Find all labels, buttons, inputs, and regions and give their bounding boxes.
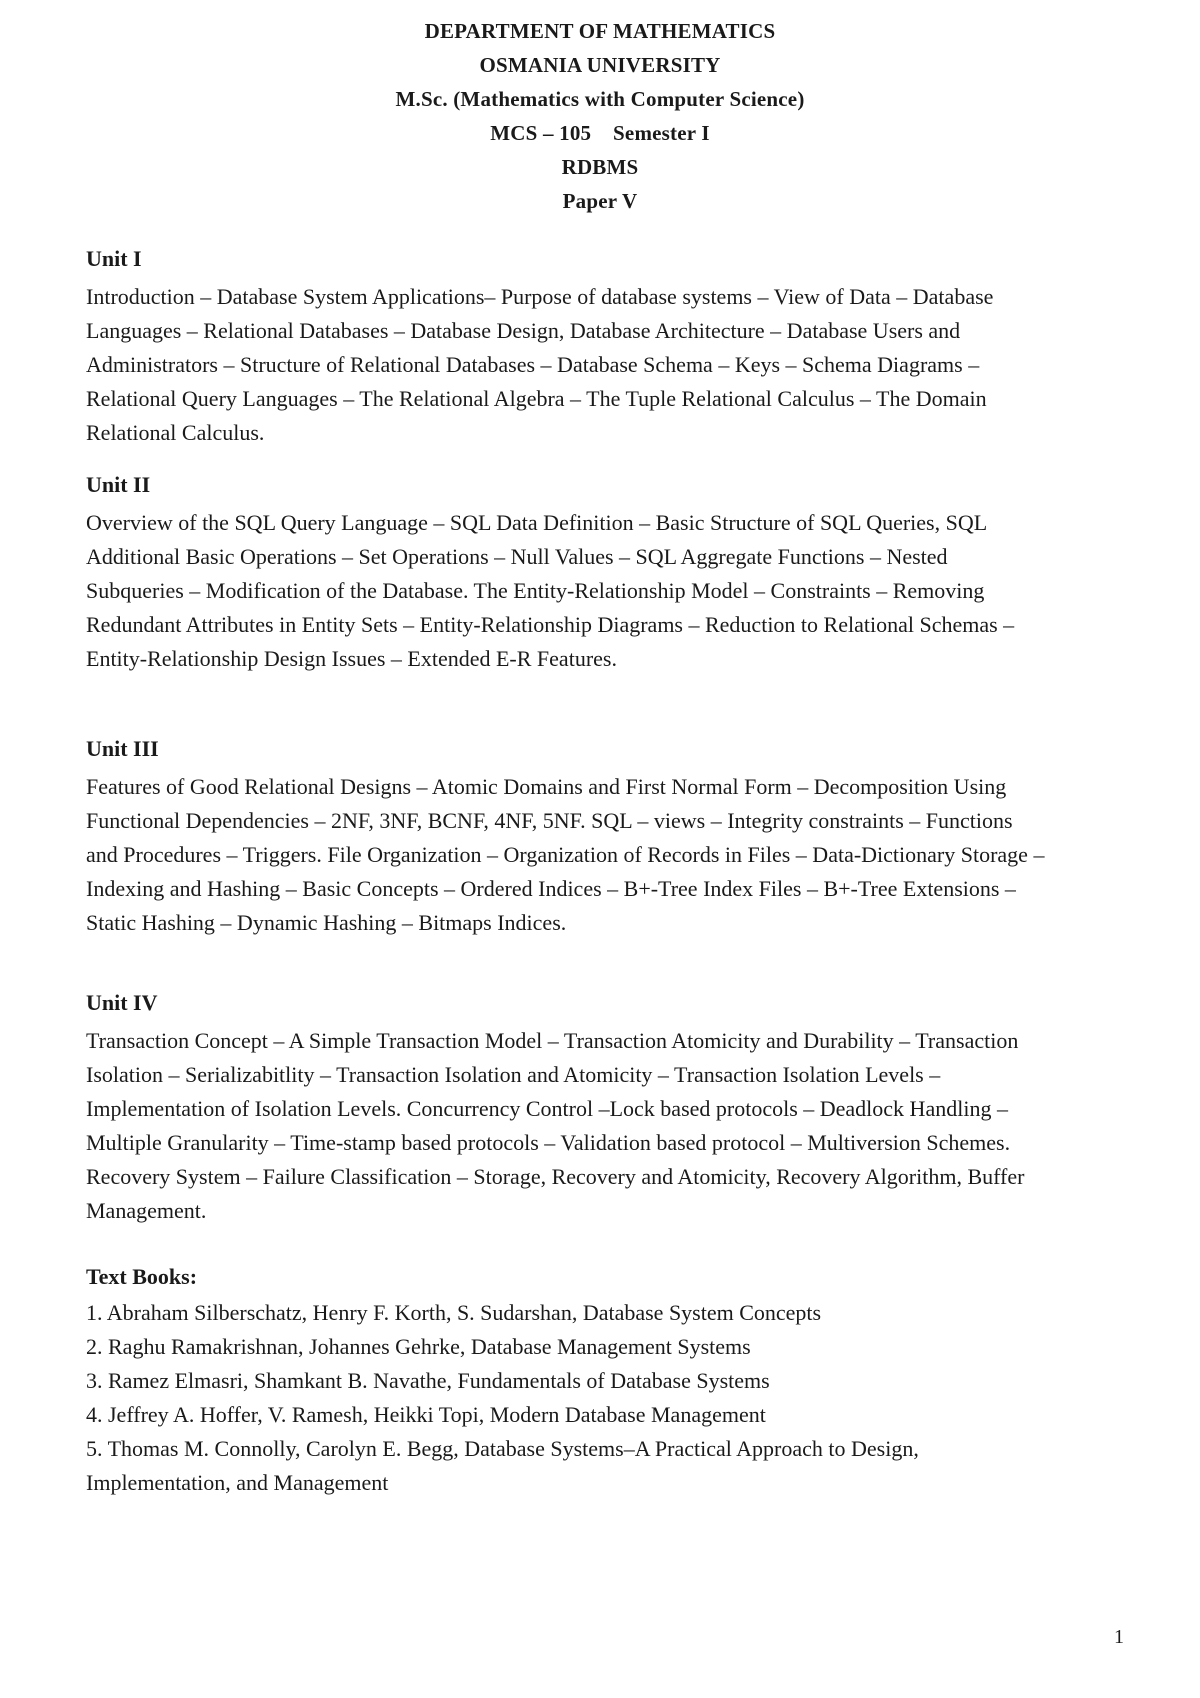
unit-section xyxy=(86,988,1046,1228)
unit-title: Unit IV xyxy=(86,990,158,1015)
textbook-item: 2. Raghu Ramakrishnan, Johannes Gehrke, Database Management Systems xyxy=(86,1334,751,1359)
department-name: DEPARTMENT OF MATHEMATICS xyxy=(424,19,776,43)
unit-content: Features of Good Relational Designs – Atomic Domains and First Normal Form – Decomposition Using Functional Dependencies – 2NF, 3NF, BCNF, 4NF, 5NF. SQL – views – Integrity constraints – Functions and Procedures – Triggers. File Organization – Organization of Records in Files – Data-Dictionary Storage – Indexing and Hashing – Basic Concepts – Ordered Indices – B+-Tree Index Files – B+-Tree Extensions – Static Hashing – Dynamic Hashing – Bitmaps Indices. xyxy=(86,774,1045,935)
unit-title: Unit I xyxy=(86,246,142,271)
textbook-item: 1. Abraham Silberschatz, Henry F. Korth, S. Sudarshan, Database System Concepts xyxy=(86,1300,822,1325)
unit-section xyxy=(86,734,1046,940)
document-header xyxy=(0,14,1200,218)
unit-section xyxy=(86,244,1046,450)
unit-title: Unit III xyxy=(86,736,159,761)
textbook-item: 4. Jeffrey A. Hoffer, V. Ramesh, Heikki Topi, Modern Database Management xyxy=(86,1402,766,1427)
unit-title: Unit II xyxy=(86,472,151,497)
textbook-item: 3. Ramez Elmasri, Shamkant B. Navathe, Fundamentals of Database Systems xyxy=(86,1368,770,1393)
page-number: 1 xyxy=(1114,1626,1124,1648)
textbooks-section xyxy=(86,1262,1046,1500)
textbook-item: 5. Thomas M. Connolly, Carolyn E. Begg, Database Systems–A Practical Approach to Design, Implementation, and Management xyxy=(86,1436,919,1495)
unit-content: Introduction – Database System Applications– Purpose of database systems – View of Data – Database Languages – Relational Databases – Database Design, Database Architecture – Database Users and Administrators – Structure of Relational Databases – Database Schema – Keys – Schema Diagrams – Relational Query Languages – The Relational Algebra – The Tuple Relational Calculus – The Domain Relational Calculus. xyxy=(86,284,994,445)
program-name: M.Sc. (Mathematics with Computer Science) xyxy=(395,87,805,111)
textbooks-title: Text Books: xyxy=(86,1264,198,1289)
unit-content: Overview of the SQL Query Language – SQL Data Definition – Basic Structure of SQL Queries, SQL Additional Basic Operations – Set Operations – Null Values – SQL Aggregate Functions – Nested Subqueries – Modification of the Database. The Entity-Relationship Model – Constraints – Removing Redundant Attributes in Entity Sets – Entity-Relationship Diagrams – Reduction to Relational Schemas – Entity-Relationship Design Issues – Extended E-R Features. xyxy=(86,510,1015,671)
course-title: RDBMS xyxy=(561,155,639,179)
university-name: OSMANIA UNIVERSITY xyxy=(479,53,721,77)
unit-section xyxy=(86,470,1046,676)
paper-number: Paper V xyxy=(562,189,638,213)
unit-content: Transaction Concept – A Simple Transaction Model – Transaction Atomicity and Durability – Transaction Isolation – Serializabitlity – Transaction Isolation and Atomicity – Transaction Isolation Levels – Implementation of Isolation Levels. Concurrency Control –Lock based protocols – Deadlock Handling – Multiple Granularity – Time-stamp based protocols – Validation based protocol – Multiversion Schemes. Recovery System – Failure Classification – Storage, Recovery and Atomicity, Recovery Algorithm, Buffer Management. xyxy=(86,1028,1025,1223)
course-code-semester: MCS – 105 Semester I xyxy=(490,121,710,145)
textbooks-list xyxy=(86,1296,1046,1500)
